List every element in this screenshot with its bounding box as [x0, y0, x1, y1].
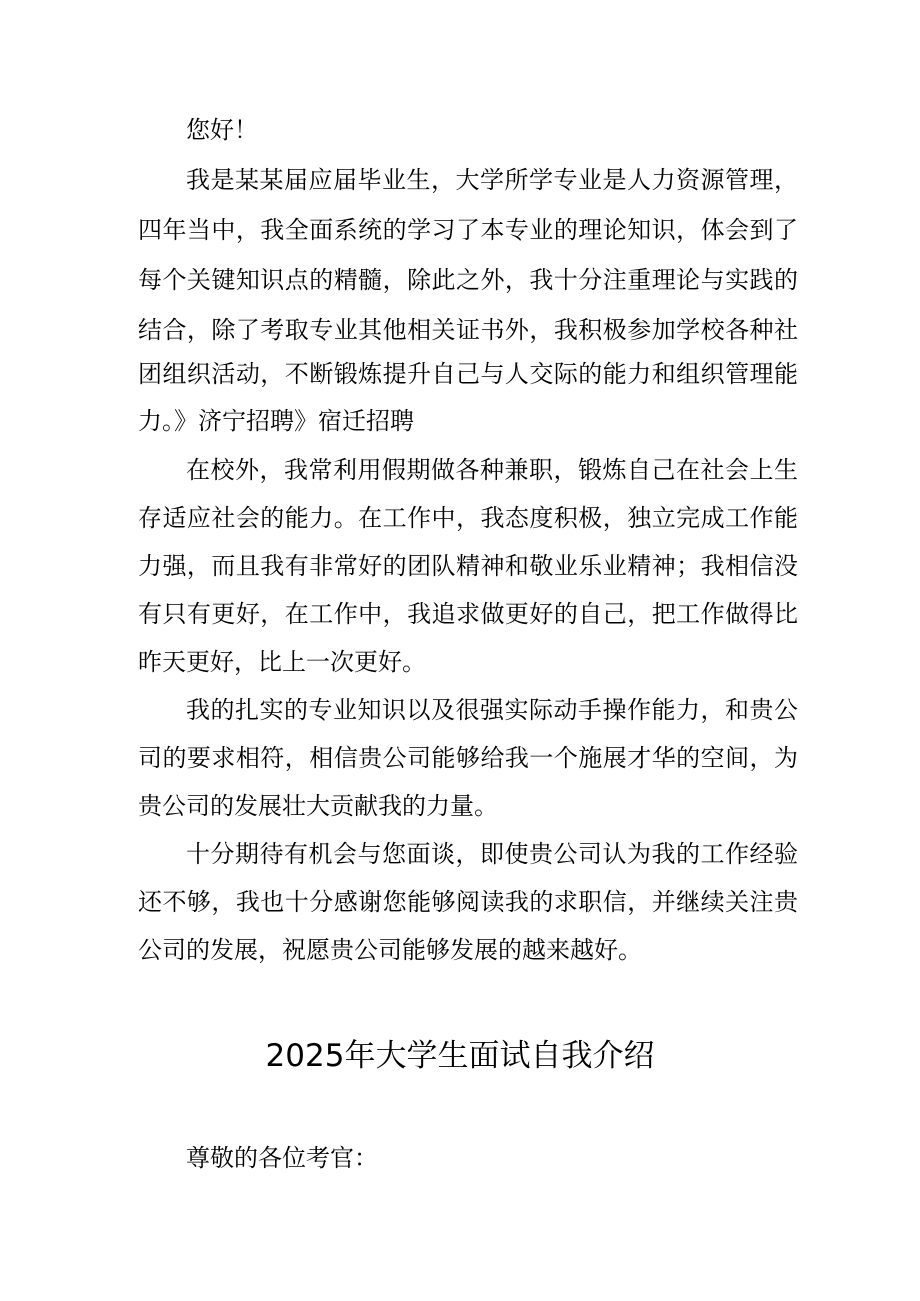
paragraph-line: 十分期待有机会与您面谈，即使贵公司认为我的工作经验 — [186, 840, 798, 868]
paragraph-line: 还不够，我也十分感谢您能够阅读我的求职信，并继续关注贵 — [138, 888, 798, 916]
paragraph-line: 力强，而且我有非常好的团队精神和敬业乐业精神；我相信没 — [138, 552, 798, 580]
paragraph-line: 有只有更好，在工作中，我追求做更好的自己，把工作做得比 — [138, 600, 798, 628]
paragraph-line: 昨天更好，比上一次更好。 — [138, 648, 426, 676]
paragraph-line: 四年当中，我全面系统的学习了本专业的理论知识，体会到了 — [138, 216, 798, 244]
paragraph-line: 每个关键知识点的精髓，除此之外，我十分注重理论与实践的 — [138, 266, 798, 294]
paragraph-line: 公司的发展，祝愿贵公司能够发展的越来越好。 — [138, 936, 642, 964]
section-salutation: 尊敬的各位考官： — [186, 1144, 378, 1172]
paragraph-line: 我是某某届应届毕业生，大学所学专业是人力资源管理， — [186, 166, 798, 194]
paragraph-line: 存适应社会的能力。在工作中，我态度积极，独立完成工作能 — [138, 504, 798, 532]
paragraph-line: 我的扎实的专业知识以及很强实际动手操作能力，和贵公 — [186, 696, 798, 724]
paragraph-line: 贵公司的发展壮大贡献我的力量。 — [138, 792, 498, 820]
paragraph-line: 在校外，我常利用假期做各种兼职，锻炼自己在社会上生 — [186, 456, 798, 484]
paragraph-line: 力。》济宁招聘》宿迁招聘 — [138, 407, 414, 435]
paragraph-line: 司的要求相符，相信贵公司能够给我一个施展才华的空间，为 — [138, 744, 798, 772]
letter-greeting: 您好！ — [186, 116, 258, 144]
section-title: 2025年大学生面试自我介绍 — [265, 1038, 655, 1074]
paragraph-line: 结合，除了考取专业其他相关证书外，我积极参加学校各种社 — [138, 316, 798, 344]
paragraph-line: 团组织活动，不断锻炼提升自己与人交际的能力和组织管理能 — [138, 360, 798, 388]
